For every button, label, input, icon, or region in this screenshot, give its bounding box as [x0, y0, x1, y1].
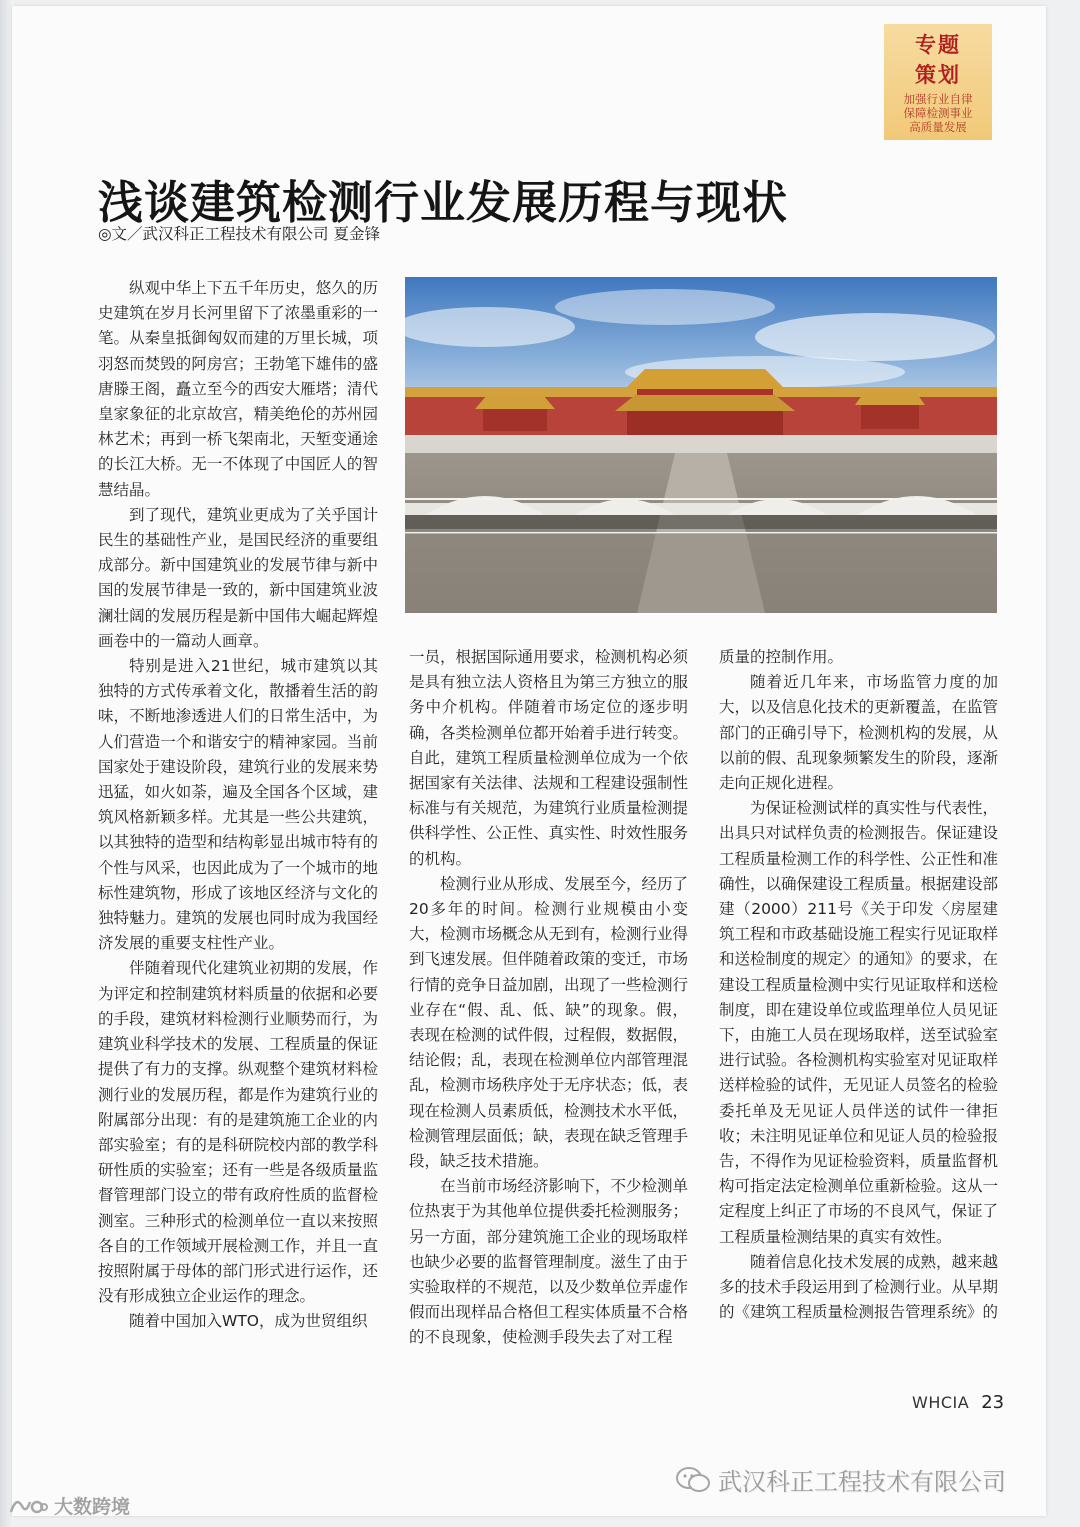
paragraph: 一员，根据国际通用要求，检测机构必须是具有独立法人资格且为第三方独立的服务中介机构。伴随着市场定位的逐步明确，各类检测单位都开始着手进行转变。自此，建筑工程质量检测单位成为一个依据国家有关法律、法规和工程建设强制性标准与有关规范，为建筑行业质量检测提供科学性、公正性、真实性、时效性服务的机构。 — [409, 648, 689, 868]
tag-subtitle-line: 高质量发展 — [909, 120, 967, 134]
page-number: 23 — [981, 1392, 1005, 1413]
tag-subtitle-line: 保障检测事业 — [903, 106, 973, 120]
wechat-account-name: 武汉科正工程技术有限公司 — [718, 1468, 1006, 1496]
wechat-watermark — [676, 1462, 1006, 1500]
paragraph: 在当前市场经济影响下，不少检测单位热衷于为其他单位提供委托检测服务；另一方面，部分建筑施工企业的现场取样也缺少必要的监督管理制度。滋生了由于实验取样的不规范，以及少数单位弄虚作假而出现样品合格但工程实体质量不合格的不良现象，使检测手段失去了对工程 — [409, 1177, 689, 1347]
special-topic-tag — [884, 24, 992, 140]
text-column-2 — [409, 645, 688, 1351]
paragraph: 纵观中华上下五千年历史，悠久的历史建筑在岁月长河里留下了浓墨重彩的一笔。从秦皇抵御匈奴而建的万里长城，项羽怒而焚毁的阿房宫；王勃笔下雄伟的盛唐滕王阁，矗立至今的西安大雁塔；清代皇家象征的北京故宫，精美绝伦的苏州园林艺术；再到一桥飞架南北，天堑变通途的长江大桥。无一不体现了中国匠人的智慧结晶。 — [98, 279, 378, 499]
wechat-icon — [676, 1466, 710, 1500]
paragraph: 随着中国加入WTO，成为世贸组织 — [129, 1312, 368, 1331]
page-folio — [912, 1392, 1004, 1413]
paragraph: 伴随着现代化建筑业初期的发展，作为评定和控制建筑材料质量的依据和必要的手段，建筑材料检测行业顺势而行，为建筑业科学技术的发展、工程质量的保证提供了有力的支撑。纵观整个建筑材料检测行业的发展历程，都是作为建筑行业的附属部分出现：有的是建筑施工企业的内部实验室；有的是科研院校内部的教学科研性质的实验室；还有一些是各级质量监督管理部门设立的带有政府性质的监督检测室。三种形式的检测单位一直以来按照各自的工作领域开展检测工作，并且一直按照附属于母体的部门形式进行运作，还没有形成独立企业运作的理念。 — [98, 959, 378, 1306]
paragraph: 为保证检测试样的真实性与代表性，出具只对试样负责的检测报告。保证建设工程质量检测工作的科学性、公正性和准确性，以确保建设工程质量。根据建设部建（2000）211号《关于印发〈房屋建筑工程和市政基础设施工程实行见证取样和送检制度的规定〉的通知》的要求，在建设工程质量检测中实行见证取样和送检制度，即在建设单位或监理单位人员见证下，由施工人员在现场取样，送至试验室进行试验。各检测机构实验室对见证取样送样检验的试件，无见证人员签名的检验委托单及无见证人员伴送的试件一律拒收；未注明见证单位和见证人员的检验报告，不得作为见证检验资料，质量监督机构可指定法定检测单位重新检验。这从一定程度上纠正了市场的不良风气，保证了工程质量检测结果的真实有效性。 — [719, 799, 999, 1246]
paragraph: 特别是进入21世纪，城市建筑以其独特的方式传承着文化，散播着生活的韵味，不断地渗透进人们的日常生活中，为人们营造一个和谐安宁的精神家园。当前国家处于建设阶段，建筑行业的发展来势迅猛，如火如荼，遍及全国各个区域，建筑风格新颖多样。尤其是一些公共建筑，以其独特的造型和结构彰显出城市特有的个性与风采，也因此成为了一个城市的地标性建筑物，形成了该地区经济与文化的独特魅力。建筑的发展也同时成为我国经济发展的重要支柱性产业。 — [98, 657, 378, 953]
paragraph: 到了现代，建筑业更成为了关乎国计民生的基础性产业，是国民经济的重要组成部分。新中国建筑业的发展节律与新中国的发展节律是一致的，新中国建筑业波澜壮阔的发展历程是新中国伟大崛起辉煌画卷中的一篇动人画章。 — [98, 505, 378, 650]
text-column-3 — [719, 645, 998, 1325]
article-byline: ◎文／武汉科正工程技术有限公司 夏金锋 — [98, 225, 380, 243]
special-topic-subtitle — [884, 92, 992, 134]
article-title: 浅谈建筑检测行业发展历程与现状 — [98, 176, 789, 229]
paragraph: 检测行业从形成、发展至今，经历了20多年的时间。检测行业规模由小变大，检测市场概念从无到有，检测行业得到飞速发展。但伴随着政策的变迁，市场行情的竞争日益加剧，出现了一些检测行业存在“假、乱、低、缺”的现象。假，表现在检测的试件假，过程假，数据假，结论假；乱，表现在检测单位内部管理混乱，检测市场秩序处于无序状态；低，表现在检测人员素质低，检测技术水平低，检测管理层面低；缺，表现在缺乏管理手段，缺乏技术措施。 — [409, 874, 689, 1171]
forbidden-city-photo — [405, 277, 997, 613]
tag-subtitle-line: 加强行业自律 — [903, 92, 973, 106]
special-topic-title: 专题策划 — [915, 32, 961, 87]
platform-logo-icon — [8, 1494, 48, 1521]
platform-name: 大数跨境 — [54, 1496, 131, 1518]
platform-watermark — [8, 1492, 130, 1521]
paragraph: 随着信息化技术发展的成熟，越来越多的技术手段运用到了检测行业。从早期的《建筑工程质量检测报告管理系统》的 — [719, 1252, 999, 1322]
paragraph: 质量的控制作用。 — [719, 648, 844, 666]
magazine-brand: WHCIA — [912, 1393, 970, 1412]
photo-illustration — [405, 277, 997, 613]
paragraph: 随着近几年来，市场监管力度的加大，以及信息化技术的更新覆盖，在监管部门的正确引导下，检测机构的发展，从以前的假、乱现象频繁发生的阶段，逐渐走向正规化进程。 — [719, 673, 999, 793]
text-column-1 — [98, 276, 378, 1335]
